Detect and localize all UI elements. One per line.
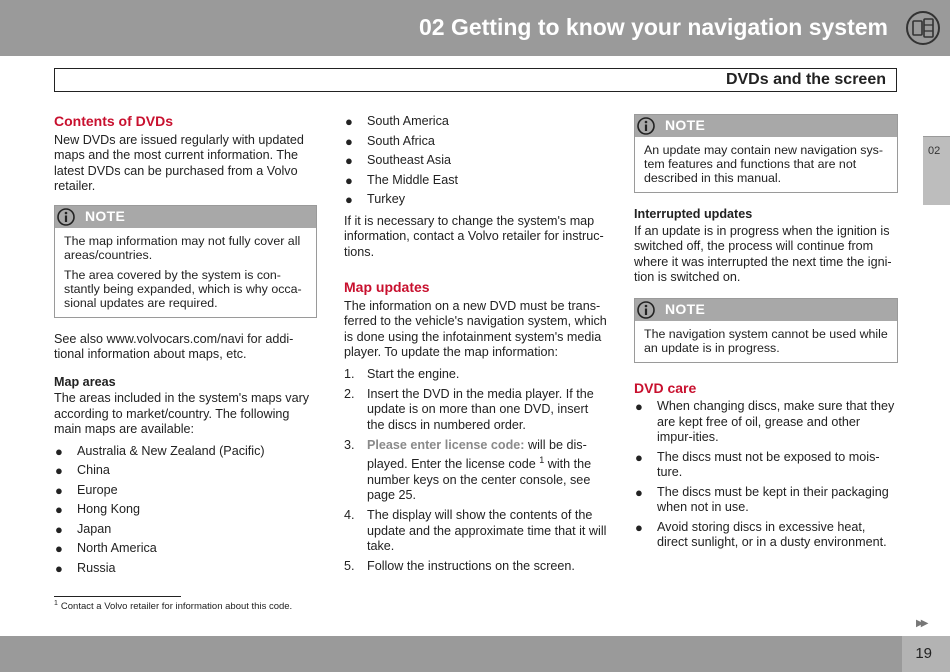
list-item: ● The discs must not be exposed to mois-ture. (635, 449, 880, 479)
bullet-icon: ● (55, 482, 63, 498)
column-1 (54, 114, 317, 582)
dvd-care-list (634, 399, 898, 551)
note-body (635, 321, 897, 362)
interrupted-updates-text: If an update is in progress when the ignition is switched off, the process will continue from where it was interrupted the next time the igni-tion is switched on. (634, 223, 892, 284)
footnote-number: 1 (54, 600, 58, 607)
map-updates-heading: Map updates (344, 279, 430, 295)
interrupted-updates-heading: Interrupted updates (634, 207, 753, 221)
note-text: The area covered by the system is con-stantly being expanded, which is why occa-sional updates are required. (64, 267, 302, 310)
info-icon (637, 117, 655, 135)
bullet-icon: ● (635, 519, 643, 535)
page-number: 19 (915, 645, 932, 662)
list-item: ● Turkey (345, 192, 406, 207)
dvd-care-heading: DVD care (634, 379, 697, 396)
update-steps-list (344, 367, 608, 575)
note-label: NOTE (85, 207, 126, 224)
section-header (54, 68, 897, 92)
note-text: An update may contain new navigation sys-tem features and functions that are not described in this manual. (644, 143, 884, 185)
column-3 (634, 114, 898, 557)
footer-bar (0, 636, 950, 672)
info-icon (637, 301, 655, 319)
side-tab-label: 02 (928, 145, 941, 157)
footnote-text: Contact a Volvo retailer for information about this code. (60, 601, 293, 613)
change-info-text: If it is necessary to change the system's map information, contact a Volvo retailer for instruc-tions. (344, 213, 604, 259)
note-header (635, 115, 897, 137)
note-box (634, 298, 898, 363)
header-bar (0, 0, 950, 56)
map-areas-list-continued (344, 114, 608, 208)
bullet-icon: ● (345, 172, 353, 188)
note-text: The navigation system cannot be used while an update is in progress. (644, 326, 888, 355)
note-header (635, 299, 897, 321)
step-item: 2. Insert the DVD in the media player. If the update is on more than one DVD, insert the discs in numbered order. (344, 386, 594, 432)
bullet-icon: ● (635, 449, 643, 465)
list-item: ● Southeast Asia (345, 153, 452, 168)
bullet-icon: ● (345, 192, 353, 207)
bullet-icon: ● (55, 541, 63, 556)
list-item: ● The discs must be kept in their packaging when not in use. (635, 484, 889, 514)
footnote-divider (54, 596, 181, 597)
note-label: NOTE (665, 117, 706, 134)
section-title: DVDs and the screen (725, 71, 886, 88)
step-item: 1. Start the engine. (344, 366, 460, 381)
list-item: ● South America (345, 114, 449, 129)
chapter-title: 02 Getting to know your navigation system (418, 14, 888, 40)
bullet-icon: ● (55, 443, 63, 459)
footnote-ref: 1 (539, 455, 545, 465)
footnote (54, 600, 292, 612)
column-2 (344, 114, 608, 581)
note-body (635, 137, 897, 192)
contents-text: New DVDs are issued regularly with updated maps and the most current information. The latest DVDs can be purchased from a Volvo retailer. (54, 132, 304, 193)
list-item: ● Australia & New Zealand (Pacific) (55, 443, 265, 459)
list-item: ● Avoid storing discs in excessive heat, direct sunlight, or in a dusty environment. (635, 519, 887, 549)
note-text: The map information may not fully cover all areas/countries. (64, 233, 301, 262)
note-box (54, 205, 317, 318)
list-item: ● Europe (55, 482, 118, 498)
map-areas-text: The areas included in the system's maps vary according to market/country. The following main maps are available: (54, 391, 310, 436)
license-code-prompt: Please enter license code: (367, 437, 525, 452)
chapter-side-tab (923, 136, 950, 205)
list-item: ● The Middle East (345, 172, 458, 188)
note-label: NOTE (665, 300, 706, 317)
list-item: ● North America (55, 541, 157, 556)
next-page-arrows-icon: ▶▶ (916, 618, 926, 629)
map-updates-text: The information on a new DVD must be trans-ferred to the vehicle's navigation system, which is done using the infotainment system's media player. To update the map information: (344, 298, 607, 359)
list-item: ● Japan (55, 521, 112, 537)
bullet-icon: ● (635, 484, 643, 500)
page-number-box (902, 636, 950, 672)
bullet-icon: ● (55, 463, 63, 478)
bullet-icon: ● (345, 153, 353, 168)
list-item: ● When changing discs, make sure that they are kept free of oil, grease and other impur-ities. (635, 399, 895, 444)
step-item: 4. The display will show the contents of the update and the approximate time that it will take. (344, 508, 607, 554)
bullet-icon: ● (55, 502, 63, 517)
note-box (634, 114, 898, 193)
map-areas-list (54, 444, 317, 577)
contents-heading: Contents of DVDs (54, 113, 173, 129)
bullet-icon: ● (635, 399, 643, 414)
bullet-icon: ● (55, 521, 63, 537)
map-areas-heading: Map areas (54, 374, 116, 389)
list-item: ● Russia (55, 560, 116, 576)
bullet-icon: ● (345, 133, 353, 149)
list-item: ● Hong Kong (55, 502, 141, 517)
step-item: 3. Please enter license code: will be dis-played. Enter the license code $^1$ with the number keys on the center console, see page 25. (344, 437, 592, 503)
list-item: ● South Africa (345, 133, 435, 149)
navigation-system-icon (905, 10, 941, 46)
list-item: ● China (55, 463, 110, 478)
info-icon (57, 208, 75, 226)
bullet-icon: ● (345, 114, 353, 129)
step-item: 5. Follow the instructions on the screen. (344, 559, 575, 574)
see-also-text: See also www.volvocars.com/navi for addi-tional information about maps, etc. (54, 331, 294, 361)
note-header (55, 206, 316, 228)
note-body (55, 228, 316, 317)
bullet-icon: ● (55, 560, 63, 576)
